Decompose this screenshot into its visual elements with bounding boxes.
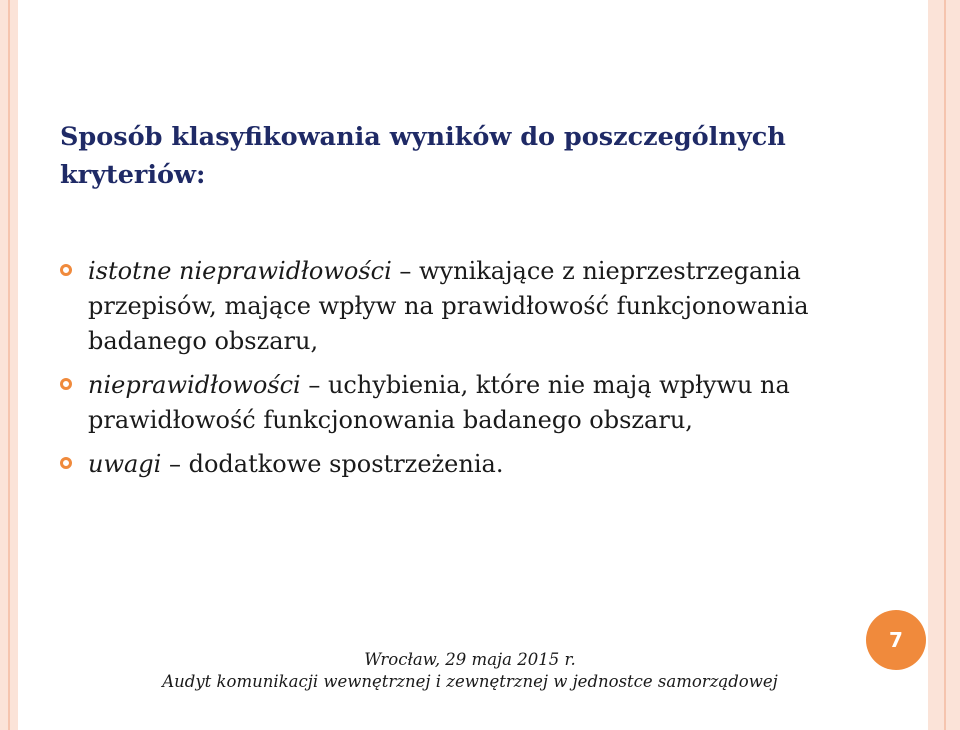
footer-audit-title: Audyt komunikacji wewnętrznej i zewnętrznej w jednostce samorządowej [162, 672, 778, 691]
slide-title: Sposób klasyfikowania wyników do poszczególnych kryteriów: [60, 122, 786, 190]
list-item [60, 447, 860, 482]
left-decor-stripe [0, 0, 18, 730]
bullet-term: uwagi [88, 450, 162, 478]
bullet-ring-icon [60, 378, 72, 390]
bullet-text [88, 447, 860, 482]
page-number: 7 [889, 628, 903, 652]
bullet-ring-icon [60, 457, 72, 469]
list-item [60, 368, 860, 438]
right-decor-line [944, 0, 946, 730]
bullet-description: – uchybienia, które nie mają wpływu na prawidłowość funkcjonowania badanego obszaru, [88, 371, 790, 434]
bullet-description: – wynikające z nieprzestrzegania przepisów, mające wpływ na prawidłowość funkcjonowania badanego obszaru, [88, 257, 809, 355]
bullet-text [88, 254, 860, 359]
right-decor-stripe [928, 0, 960, 730]
bullet-list [60, 254, 860, 491]
bullet-term: nieprawidłowości [88, 371, 301, 399]
left-decor-line [8, 0, 10, 730]
list-item [60, 254, 860, 359]
bullet-text [88, 368, 860, 438]
bullet-ring-icon [60, 264, 72, 276]
footer-date: Wrocław, 29 maja 2015 r. [364, 650, 576, 669]
page-number-badge [866, 610, 926, 670]
bullet-description: – dodatkowe spostrzeżenia. [161, 450, 504, 478]
bullet-term: istotne nieprawidłowości [88, 257, 392, 285]
